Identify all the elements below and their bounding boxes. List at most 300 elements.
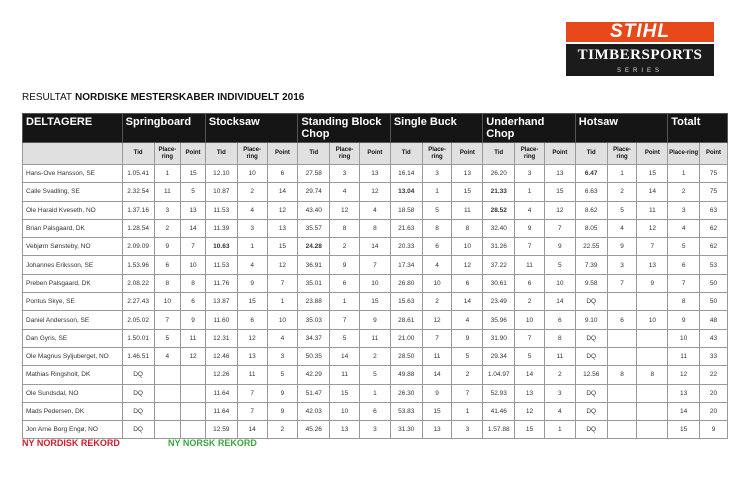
hotsaw-time-cell: DQ	[575, 329, 607, 347]
participant-name: Pontus Skye, SE	[23, 293, 123, 311]
standing-block-chop-placing-cell: 5	[330, 329, 360, 347]
stocksaw-time-cell: 12.31	[205, 329, 237, 347]
hotsaw-time-cell: DQ	[575, 347, 607, 365]
stocksaw-time-cell: 11.64	[205, 402, 237, 420]
table-row	[23, 384, 728, 402]
total-placing-cell: 2	[668, 183, 700, 201]
underhand-chop-placing-cell: 11	[515, 256, 545, 274]
underhand-chop-point-cell: 2	[544, 366, 575, 384]
table-row	[23, 238, 728, 256]
standing-block-chop-placing-cell: 8	[330, 219, 360, 237]
stocksaw-time-cell: 10.87	[205, 183, 237, 201]
single-buck-time-cell: 53.83	[390, 402, 422, 420]
single-buck-time-cell: 28.61	[390, 311, 422, 329]
hotsaw-point-cell	[637, 293, 668, 311]
participant-name: Johannes Eriksson, SE	[23, 256, 123, 274]
underhand-chop-time-cell: 31.90	[483, 329, 515, 347]
total-point-cell: 75	[700, 165, 728, 183]
participant-name: Brian Palsgaard, DK	[23, 219, 123, 237]
sub-header-point: Point	[267, 143, 298, 165]
hotsaw-point-cell: 14	[637, 183, 668, 201]
header-participants: DELTAGERE	[23, 114, 123, 143]
stocksaw-point-cell: 15	[267, 238, 298, 256]
standing-block-chop-placing-cell: 10	[330, 402, 360, 420]
underhand-chop-point-cell: 5	[544, 256, 575, 274]
stocksaw-time-cell: 10.63	[205, 238, 237, 256]
single-buck-time-cell: 26.80	[390, 274, 422, 292]
hotsaw-time-cell: 12.56	[575, 366, 607, 384]
title-prefix: RESULTAT	[22, 92, 73, 103]
underhand-chop-point-cell: 7	[544, 219, 575, 237]
springboard-time-cell: DQ	[122, 384, 154, 402]
stocksaw-time-cell: 12.26	[205, 366, 237, 384]
title-main: NORDISKE MESTERSKABER INDIVIDUELT 2016	[75, 92, 305, 103]
springboard-time-cell: 2.05.02	[122, 311, 154, 329]
header-standing-block-chop: Standing Block Chop	[298, 114, 390, 143]
springboard-placing-cell: 9	[154, 238, 181, 256]
springboard-time-cell: DQ	[122, 366, 154, 384]
single-buck-placing-cell: 4	[422, 256, 452, 274]
underhand-chop-placing-cell: 13	[515, 384, 545, 402]
hotsaw-placing-cell: 2	[607, 183, 637, 201]
single-buck-placing-cell: 7	[422, 329, 452, 347]
springboard-placing-cell	[154, 402, 181, 420]
springboard-placing-cell: 1	[154, 165, 181, 183]
total-point-cell: 20	[700, 402, 728, 420]
hotsaw-placing-cell	[607, 329, 637, 347]
springboard-time-cell: 2.08.22	[122, 274, 154, 292]
hotsaw-time-cell: 9.58	[575, 274, 607, 292]
table-row	[23, 347, 728, 365]
single-buck-placing-cell: 3	[422, 165, 452, 183]
standing-block-chop-point-cell: 8	[359, 219, 390, 237]
springboard-point-cell	[181, 421, 206, 439]
hotsaw-time-cell: DQ	[575, 293, 607, 311]
standing-block-chop-time-cell: 23.88	[298, 293, 330, 311]
springboard-placing-cell: 7	[154, 311, 181, 329]
table-row	[23, 402, 728, 420]
sub-header-time: Tid	[575, 143, 607, 165]
stocksaw-point-cell: 1	[267, 293, 298, 311]
stocksaw-time-cell: 11.53	[205, 256, 237, 274]
springboard-placing-cell: 11	[154, 183, 181, 201]
springboard-time-cell: 2.09.09	[122, 238, 154, 256]
springboard-placing-cell: 8	[154, 274, 181, 292]
underhand-chop-point-cell: 1	[544, 421, 575, 439]
springboard-point-cell: 12	[181, 347, 206, 365]
stocksaw-placing-cell: 1	[237, 238, 267, 256]
single-buck-placing-cell: 6	[422, 238, 452, 256]
sub-header-blank	[23, 143, 123, 165]
single-buck-time-cell: 21.00	[390, 329, 422, 347]
total-placing-cell: 13	[668, 384, 700, 402]
total-placing-cell: 5	[668, 238, 700, 256]
underhand-chop-time-cell: 32.40	[483, 219, 515, 237]
springboard-time-cell: 1.37.16	[122, 201, 154, 219]
springboard-placing-cell: 6	[154, 256, 181, 274]
sub-header-placing: Place-ring	[154, 143, 181, 165]
standing-block-chop-point-cell: 2	[359, 347, 390, 365]
standing-block-chop-placing-cell: 12	[330, 201, 360, 219]
stocksaw-point-cell: 12	[267, 201, 298, 219]
stocksaw-placing-cell: 11	[237, 366, 267, 384]
hotsaw-point-cell	[637, 421, 668, 439]
table-row	[23, 183, 728, 201]
standing-block-chop-placing-cell: 14	[330, 347, 360, 365]
standing-block-chop-point-cell: 6	[359, 402, 390, 420]
springboard-point-cell	[181, 366, 206, 384]
total-point-cell: 20	[700, 384, 728, 402]
springboard-placing-cell: 3	[154, 201, 181, 219]
stocksaw-point-cell: 13	[267, 219, 298, 237]
sub-header-point: Point	[637, 143, 668, 165]
sub-header-time: Tid	[205, 143, 237, 165]
underhand-chop-placing-cell: 4	[515, 201, 545, 219]
sub-header-time: Tid	[298, 143, 330, 165]
single-buck-time-cell: 31.30	[390, 421, 422, 439]
standing-block-chop-placing-cell: 3	[330, 165, 360, 183]
standing-block-chop-time-cell: 34.37	[298, 329, 330, 347]
standing-block-chop-point-cell: 5	[359, 366, 390, 384]
standing-block-chop-placing-cell: 9	[330, 256, 360, 274]
underhand-chop-time-cell: 41.46	[483, 402, 515, 420]
header-stocksaw: Stocksaw	[205, 114, 297, 143]
single-buck-point-cell: 11	[452, 201, 483, 219]
stocksaw-placing-cell: 4	[237, 201, 267, 219]
sub-header-total-point: Point	[700, 143, 728, 165]
page-title	[22, 92, 304, 103]
header-springboard: Springboard	[122, 114, 205, 143]
header-underhand-chop: Underhand Chop	[483, 114, 575, 143]
springboard-time-cell: 1.05.41	[122, 165, 154, 183]
underhand-chop-placing-cell: 5	[515, 347, 545, 365]
springboard-point-cell: 5	[181, 183, 206, 201]
hotsaw-placing-cell: 8	[607, 366, 637, 384]
springboard-time-cell: 2.27.43	[122, 293, 154, 311]
total-placing-cell: 14	[668, 402, 700, 420]
participant-name: Jon Arne Borg Engø, NO	[23, 421, 123, 439]
participant-name: Mathias Ringsholt, DK	[23, 366, 123, 384]
hotsaw-point-cell: 8	[637, 366, 668, 384]
table-row	[23, 274, 728, 292]
hotsaw-placing-cell	[607, 421, 637, 439]
single-buck-time-cell: 26.30	[390, 384, 422, 402]
stihl-timbersports-logo	[566, 22, 714, 76]
standing-block-chop-placing-cell: 7	[330, 311, 360, 329]
participant-name: Preben Palsgaard, DK	[23, 274, 123, 292]
single-buck-point-cell: 10	[452, 238, 483, 256]
springboard-point-cell: 11	[181, 329, 206, 347]
hotsaw-time-cell: 9.10	[575, 311, 607, 329]
single-buck-time-cell: 13.04	[390, 183, 422, 201]
springboard-placing-cell: 4	[154, 347, 181, 365]
underhand-chop-time-cell: 35.96	[483, 311, 515, 329]
sub-header-placing: Place-ring	[607, 143, 637, 165]
underhand-chop-point-cell: 8	[544, 329, 575, 347]
single-buck-placing-cell: 8	[422, 219, 452, 237]
hotsaw-placing-cell: 6	[607, 311, 637, 329]
single-buck-point-cell: 5	[452, 347, 483, 365]
underhand-chop-placing-cell: 2	[515, 293, 545, 311]
total-placing-cell: 15	[668, 421, 700, 439]
underhand-chop-placing-cell: 10	[515, 311, 545, 329]
sub-header-placing: Place-ring	[330, 143, 360, 165]
standing-block-chop-placing-cell: 13	[330, 421, 360, 439]
total-point-cell: 50	[700, 293, 728, 311]
stocksaw-placing-cell: 6	[237, 311, 267, 329]
hotsaw-point-cell	[637, 384, 668, 402]
table-row	[23, 165, 728, 183]
participant-name: Ole Sundsdal, NO	[23, 384, 123, 402]
single-buck-time-cell: 49.88	[390, 366, 422, 384]
single-buck-placing-cell: 11	[422, 347, 452, 365]
single-buck-placing-cell: 14	[422, 366, 452, 384]
single-buck-time-cell: 20.33	[390, 238, 422, 256]
hotsaw-placing-cell: 7	[607, 274, 637, 292]
underhand-chop-point-cell: 14	[544, 293, 575, 311]
total-placing-cell: 4	[668, 219, 700, 237]
header-hotsaw: Hotsaw	[575, 114, 667, 143]
standing-block-chop-time-cell: 43.40	[298, 201, 330, 219]
standing-block-chop-point-cell: 12	[359, 183, 390, 201]
hotsaw-point-cell: 13	[637, 256, 668, 274]
stocksaw-point-cell: 4	[267, 329, 298, 347]
total-placing-cell: 1	[668, 165, 700, 183]
underhand-chop-time-cell: 28.52	[483, 201, 515, 219]
underhand-chop-time-cell: 23.49	[483, 293, 515, 311]
standing-block-chop-placing-cell: 11	[330, 366, 360, 384]
hotsaw-placing-cell	[607, 402, 637, 420]
total-point-cell: 50	[700, 274, 728, 292]
standing-block-chop-point-cell: 9	[359, 311, 390, 329]
single-buck-placing-cell: 15	[422, 402, 452, 420]
springboard-point-cell: 13	[181, 201, 206, 219]
underhand-chop-point-cell: 12	[544, 201, 575, 219]
hotsaw-placing-cell: 9	[607, 238, 637, 256]
total-placing-cell: 7	[668, 274, 700, 292]
total-point-cell: 62	[700, 219, 728, 237]
hotsaw-time-cell: 8.05	[575, 219, 607, 237]
total-placing-cell: 10	[668, 329, 700, 347]
single-buck-placing-cell: 5	[422, 201, 452, 219]
stocksaw-point-cell: 7	[267, 274, 298, 292]
sub-header-placing: Place-ring	[237, 143, 267, 165]
legend-norwegian-record: NY NORSK REKORD	[168, 438, 257, 448]
results-body	[23, 165, 728, 439]
underhand-chop-time-cell: 1.57.88	[483, 421, 515, 439]
underhand-chop-placing-cell: 9	[515, 219, 545, 237]
springboard-point-cell: 14	[181, 219, 206, 237]
table-row	[23, 311, 728, 329]
table-row	[23, 421, 728, 439]
hotsaw-placing-cell	[607, 384, 637, 402]
standing-block-chop-point-cell: 14	[359, 238, 390, 256]
total-placing-cell: 6	[668, 256, 700, 274]
springboard-point-cell: 9	[181, 311, 206, 329]
single-buck-point-cell: 14	[452, 293, 483, 311]
springboard-time-cell: 1.53.96	[122, 256, 154, 274]
hotsaw-point-cell: 7	[637, 238, 668, 256]
underhand-chop-point-cell: 6	[544, 311, 575, 329]
springboard-point-cell	[181, 384, 206, 402]
standing-block-chop-time-cell: 42.03	[298, 402, 330, 420]
underhand-chop-time-cell: 26.20	[483, 165, 515, 183]
total-placing-cell: 9	[668, 311, 700, 329]
springboard-point-cell: 10	[181, 256, 206, 274]
standing-block-chop-placing-cell: 15	[330, 384, 360, 402]
stocksaw-placing-cell: 10	[237, 165, 267, 183]
underhand-chop-time-cell: 31.26	[483, 238, 515, 256]
standing-block-chop-time-cell: 36.91	[298, 256, 330, 274]
single-buck-placing-cell: 9	[422, 384, 452, 402]
standing-block-chop-point-cell: 11	[359, 329, 390, 347]
springboard-time-cell: 1.28.54	[122, 219, 154, 237]
participant-name: Ole Harald Kveseth, NO	[23, 201, 123, 219]
stocksaw-time-cell: 11.39	[205, 219, 237, 237]
hotsaw-time-cell: DQ	[575, 384, 607, 402]
sub-header-point: Point	[452, 143, 483, 165]
hotsaw-placing-cell: 4	[607, 219, 637, 237]
single-buck-placing-cell: 12	[422, 311, 452, 329]
hotsaw-placing-cell: 5	[607, 201, 637, 219]
underhand-chop-time-cell: 1.04.97	[483, 366, 515, 384]
standing-block-chop-point-cell: 7	[359, 256, 390, 274]
standing-block-chop-time-cell: 35.57	[298, 219, 330, 237]
springboard-time-cell: 1.50.01	[122, 329, 154, 347]
hotsaw-point-cell: 12	[637, 219, 668, 237]
underhand-chop-point-cell: 10	[544, 274, 575, 292]
sub-header-placing: Place-ring	[422, 143, 452, 165]
total-placing-cell: 8	[668, 293, 700, 311]
event-header-row	[23, 114, 728, 143]
stocksaw-placing-cell: 12	[237, 329, 267, 347]
stocksaw-placing-cell: 9	[237, 274, 267, 292]
sub-header-time: Tid	[483, 143, 515, 165]
single-buck-placing-cell: 2	[422, 293, 452, 311]
logo-series: SERIES	[566, 66, 714, 76]
stocksaw-point-cell: 14	[267, 183, 298, 201]
hotsaw-placing-cell: 1	[607, 165, 637, 183]
springboard-time-cell: DQ	[122, 402, 154, 420]
stocksaw-placing-cell: 3	[237, 219, 267, 237]
springboard-placing-cell: 2	[154, 219, 181, 237]
table-row	[23, 219, 728, 237]
hotsaw-time-cell: 8.62	[575, 201, 607, 219]
underhand-chop-time-cell: 52.93	[483, 384, 515, 402]
stocksaw-placing-cell: 7	[237, 384, 267, 402]
total-point-cell: 9	[700, 421, 728, 439]
single-buck-point-cell: 3	[452, 421, 483, 439]
springboard-point-cell: 15	[181, 165, 206, 183]
underhand-chop-placing-cell: 7	[515, 329, 545, 347]
standing-block-chop-time-cell: 27.58	[298, 165, 330, 183]
hotsaw-point-cell: 11	[637, 201, 668, 219]
underhand-chop-point-cell: 13	[544, 165, 575, 183]
single-buck-point-cell: 4	[452, 311, 483, 329]
underhand-chop-placing-cell: 7	[515, 238, 545, 256]
hotsaw-time-cell: 22.55	[575, 238, 607, 256]
single-buck-point-cell: 12	[452, 256, 483, 274]
underhand-chop-placing-cell: 1	[515, 183, 545, 201]
standing-block-chop-point-cell: 13	[359, 165, 390, 183]
single-buck-point-cell: 7	[452, 384, 483, 402]
stocksaw-time-cell: 11.64	[205, 384, 237, 402]
stocksaw-time-cell: 11.60	[205, 311, 237, 329]
underhand-chop-point-cell: 9	[544, 238, 575, 256]
hotsaw-point-cell: 15	[637, 165, 668, 183]
standing-block-chop-time-cell: 29.74	[298, 183, 330, 201]
hotsaw-placing-cell: 3	[607, 256, 637, 274]
springboard-point-cell	[181, 402, 206, 420]
springboard-time-cell: DQ	[122, 421, 154, 439]
standing-block-chop-time-cell: 35.03	[298, 311, 330, 329]
table-row	[23, 256, 728, 274]
standing-block-chop-placing-cell: 4	[330, 183, 360, 201]
total-point-cell: 62	[700, 238, 728, 256]
stocksaw-point-cell: 6	[267, 165, 298, 183]
total-point-cell: 33	[700, 347, 728, 365]
single-buck-time-cell: 16.14	[390, 165, 422, 183]
single-buck-point-cell: 2	[452, 366, 483, 384]
total-point-cell: 53	[700, 256, 728, 274]
sub-header-point: Point	[359, 143, 390, 165]
participant-name: Calle Svadling, SE	[23, 183, 123, 201]
participant-name: Hans-Ove Hansson, SE	[23, 165, 123, 183]
single-buck-placing-cell: 10	[422, 274, 452, 292]
single-buck-time-cell: 15.63	[390, 293, 422, 311]
springboard-placing-cell: 10	[154, 293, 181, 311]
single-buck-point-cell: 9	[452, 329, 483, 347]
sub-header-time: Tid	[390, 143, 422, 165]
underhand-chop-point-cell: 4	[544, 402, 575, 420]
standing-block-chop-time-cell: 45.26	[298, 421, 330, 439]
hotsaw-point-cell: 10	[637, 311, 668, 329]
total-point-cell: 75	[700, 183, 728, 201]
header-single-buck: Single Buck	[390, 114, 482, 143]
sub-header-time: Tid	[122, 143, 154, 165]
table-row	[23, 366, 728, 384]
hotsaw-time-cell: 6.63	[575, 183, 607, 201]
sub-header-placing: Place-ring	[515, 143, 545, 165]
sub-header-point: Point	[181, 143, 206, 165]
stocksaw-placing-cell: 4	[237, 256, 267, 274]
total-point-cell: 43	[700, 329, 728, 347]
underhand-chop-placing-cell: 12	[515, 402, 545, 420]
springboard-point-cell: 7	[181, 238, 206, 256]
stocksaw-point-cell: 2	[267, 421, 298, 439]
single-buck-point-cell: 13	[452, 165, 483, 183]
springboard-placing-cell	[154, 421, 181, 439]
table-row	[23, 293, 728, 311]
total-point-cell: 63	[700, 201, 728, 219]
total-placing-cell: 11	[668, 347, 700, 365]
standing-block-chop-point-cell: 15	[359, 293, 390, 311]
standing-block-chop-time-cell: 42.29	[298, 366, 330, 384]
hotsaw-time-cell: DQ	[575, 421, 607, 439]
stocksaw-placing-cell: 14	[237, 421, 267, 439]
standing-block-chop-placing-cell: 1	[330, 293, 360, 311]
hotsaw-time-cell: DQ	[575, 402, 607, 420]
stocksaw-point-cell: 12	[267, 256, 298, 274]
hotsaw-point-cell	[637, 347, 668, 365]
single-buck-time-cell: 18.58	[390, 201, 422, 219]
stocksaw-point-cell: 9	[267, 402, 298, 420]
stocksaw-placing-cell: 7	[237, 402, 267, 420]
stocksaw-placing-cell: 15	[237, 293, 267, 311]
total-placing-cell: 3	[668, 201, 700, 219]
standing-block-chop-point-cell: 3	[359, 421, 390, 439]
springboard-placing-cell	[154, 384, 181, 402]
